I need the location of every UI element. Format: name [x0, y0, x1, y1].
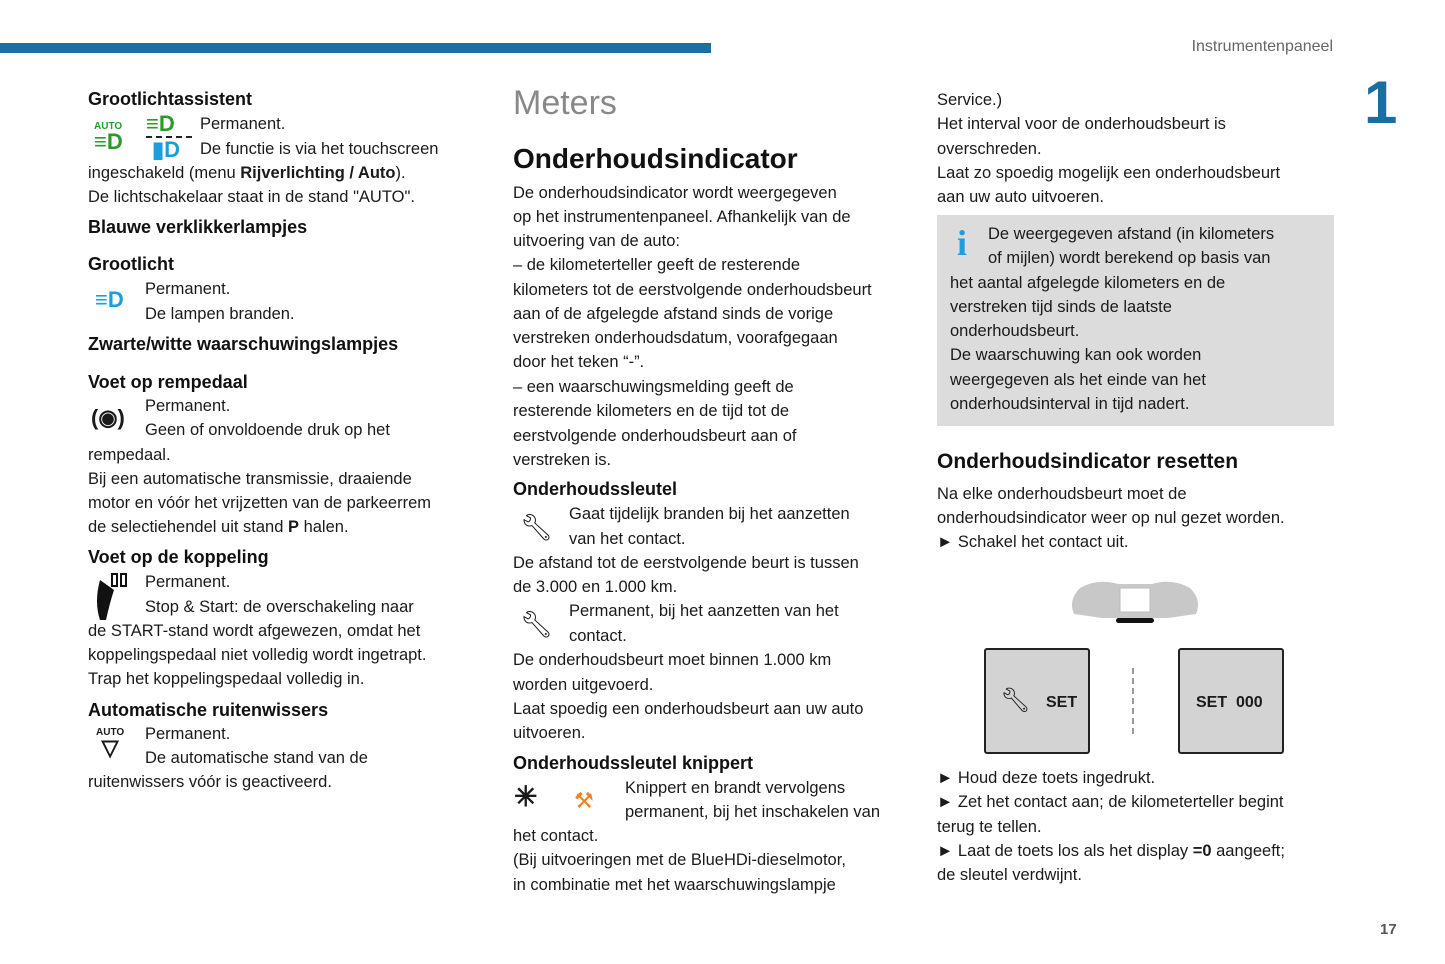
text-line: Geen of onvoldoende druk op het [145, 421, 390, 439]
text-line: Permanent. [145, 397, 231, 415]
text-line: de sleutel verdwijnt. [937, 866, 1082, 884]
text-line: Gaat tijdelijk branden bij het aanzetten [569, 505, 850, 523]
heading: Onderhoudsindicator resetten [937, 450, 1239, 473]
flashing-wrench-icon: ✳ [514, 781, 538, 812]
text-line: Laat zo spoedig mogelijk een onderhoudsbeurt [937, 164, 1281, 182]
text-line: De lampen branden. [145, 305, 295, 323]
text-line: verstreken onderhoudsdatum, voorafgegaan [513, 329, 838, 347]
text: de selectiehendel uit stand [88, 518, 288, 536]
divider [1132, 668, 1134, 734]
heading: Blauwe verklikkerlampjes [88, 217, 308, 237]
text-line [937, 839, 1285, 863]
text-line: Permanent. [145, 725, 231, 743]
text-line: onderhoudsindicator weer op nul gezet worden. [937, 509, 1285, 527]
heading: Grootlicht [88, 254, 174, 274]
auto-wiper-icon: AUTO ▽ [96, 727, 125, 760]
text-line: Stop & Start: de overschakeling naar [145, 598, 414, 616]
page-number: 17 [1380, 921, 1397, 938]
text-line: aan uw auto uitvoeren. [937, 188, 1104, 206]
auto-label: AUTO [94, 121, 123, 132]
text-line: overschreden. [937, 140, 1042, 158]
auto-high-beam-icon: AUTO ≡D [94, 121, 123, 154]
set-000-label: SET 000 [1196, 694, 1263, 711]
heading: Zwarte/witte waarschuwingslampjes [88, 334, 399, 354]
text-line: (Bij uitvoeringen met de BlueHDi-dieselmotor, [513, 851, 846, 869]
wrench-icon: 🔧︎ [1000, 687, 1031, 714]
text-line: Permanent. [200, 115, 286, 133]
text-line: rempedaal. [88, 446, 171, 464]
text-line: Permanent. [145, 573, 231, 591]
text-line: Trap het koppelingspedaal volledig in. [88, 670, 365, 688]
set-000-display [1178, 648, 1284, 754]
text-line: door het teken “-”. [513, 353, 645, 371]
text-line: De functie is via het touchscreen [200, 140, 439, 158]
brake-pedal-icon: (◉) [91, 405, 125, 430]
text-line: permanent, bij het inschakelen van [625, 803, 880, 821]
page-title: Onderhoudsindicator [513, 143, 798, 174]
text-line: worden uitgevoerd. [513, 676, 654, 694]
set-button-display [984, 648, 1090, 754]
text-line: uitvoering van de auto: [513, 232, 680, 250]
text-line: motor en vóór het vrijzetten van de parkeerrem [88, 494, 431, 512]
text-line: De weergegeven afstand (in kilometers [988, 225, 1275, 243]
set-label: SET [1046, 694, 1078, 711]
text: ). [395, 164, 406, 182]
text-line: verstreken tijd sinds de laatste [950, 298, 1172, 316]
text-line: De automatische stand van de [145, 749, 368, 767]
text-line: het contact. [513, 827, 599, 845]
heading: Voet op rempedaal [88, 372, 248, 392]
text-line: onderhoudsinterval in tijd nadert. [950, 395, 1190, 413]
text-line: resterende kilometers en de tijd tot de [513, 402, 790, 420]
info-icon: i [957, 223, 968, 263]
text-line: van het contact. [569, 530, 686, 548]
text-line: de START-stand wordt afgewezen, omdat het [88, 622, 421, 640]
text-line: in combinatie met het waarschuwingslampje [513, 876, 836, 894]
text: ► Laat de toets los als het display [937, 842, 1193, 860]
text: ingeschakeld (menu [88, 164, 241, 182]
text-line: terug te tellen. [937, 818, 1042, 836]
text-line: kilometers tot de eerstvolgende onderhoudsbeurt [513, 281, 872, 299]
heading: Automatische ruitenwissers [88, 700, 329, 720]
auto-label: AUTO [96, 727, 125, 738]
section-title: Instrumentenpaneel [1191, 38, 1333, 55]
text-line: De onderhoudsindicator wordt weergegeven [513, 184, 837, 202]
heading: Voet op de koppeling [88, 547, 269, 567]
text-line: weergegeven als het einde van het [950, 371, 1206, 389]
text-line: – de kilometerteller geeft de resterende [513, 256, 801, 274]
text-line: Knippert en brandt vervolgens [625, 779, 846, 797]
text: halen. [299, 518, 349, 536]
wrench-icon: 🔧︎ [520, 512, 554, 542]
text: aangeeft; [1211, 842, 1285, 860]
text-line: Bij een automatische transmissie, draaiende [88, 470, 412, 488]
instrument-cluster-illustration [1068, 574, 1202, 631]
text-line: De lichtschakelaar staat in de stand "AUTO". [88, 188, 415, 206]
text-line: uitvoeren. [513, 724, 586, 742]
text-line: ruitenwissers vóór is geactiveerd. [88, 773, 332, 791]
text-line: ► Schakel het contact uit. [937, 533, 1129, 551]
text-line: Permanent, bij het aanzetten van het [569, 602, 839, 620]
text-line: koppelingspedaal niet volledig wordt ingetrapt. [88, 646, 427, 664]
text-line: Het interval voor de onderhoudsbeurt is [937, 115, 1226, 133]
high-beam-icon: ≡D [95, 287, 124, 312]
display-value: =0 [1192, 842, 1212, 860]
menu-path: Rijverlichting / Auto [240, 164, 396, 182]
wrench-icon: 🔧︎ [520, 609, 554, 639]
section-heading: Meters [513, 84, 617, 122]
text-line: onderhoudsbeurt. [950, 322, 1080, 340]
text-line: De afstand tot de eerstvolgende beurt is tussen [513, 554, 859, 572]
text-line: ► Houd deze toets ingedrukt. [937, 769, 1156, 787]
text-line: de 3.000 en 1.000 km. [513, 578, 678, 596]
text-line: eerstvolgende onderhoudsbeurt aan of [513, 427, 797, 445]
text-line: aan of de afgelegde afstand sinds de vorige [513, 305, 834, 323]
text-line: op het instrumentenpaneel. Afhankelijk van de [513, 208, 851, 226]
gear-label: P [287, 518, 299, 536]
text-line: – een waarschuwingsmelding geeft de [513, 378, 794, 396]
text-line: De onderhoudsbeurt moet binnen 1.000 km [513, 651, 832, 669]
text-line: Laat spoedig een onderhoudsbeurt aan uw auto [513, 700, 864, 718]
chapter-number: 1 [1364, 69, 1398, 136]
text-line: het aantal afgelegde kilometers en de [950, 274, 1226, 292]
text-line [88, 515, 349, 539]
text-line: Na elke onderhoudsbeurt moet de [937, 485, 1187, 503]
text-line: Service.) [937, 91, 1003, 109]
heading: Grootlichtassistent [88, 89, 253, 109]
clutch-foot-icon [92, 572, 130, 622]
header-bar [0, 43, 711, 53]
heading: Onderhoudssleutel knippert [513, 753, 754, 773]
orange-wrench-icon: ⚒ [574, 788, 594, 813]
text-line: Permanent. [145, 280, 231, 298]
high-beam-assist-icon: ≡D ▮D [146, 114, 192, 160]
text-line: De waarschuwing kan ook worden [950, 346, 1202, 364]
heading: Onderhoudssleutel [513, 479, 678, 499]
text-line: of mijlen) wordt berekend op basis van [988, 249, 1271, 267]
text-line: ► Zet het contact aan; de kilometerteller begint [937, 793, 1284, 811]
text-line: verstreken is. [513, 451, 612, 469]
text-line [88, 161, 406, 185]
text-line: contact. [569, 627, 627, 645]
